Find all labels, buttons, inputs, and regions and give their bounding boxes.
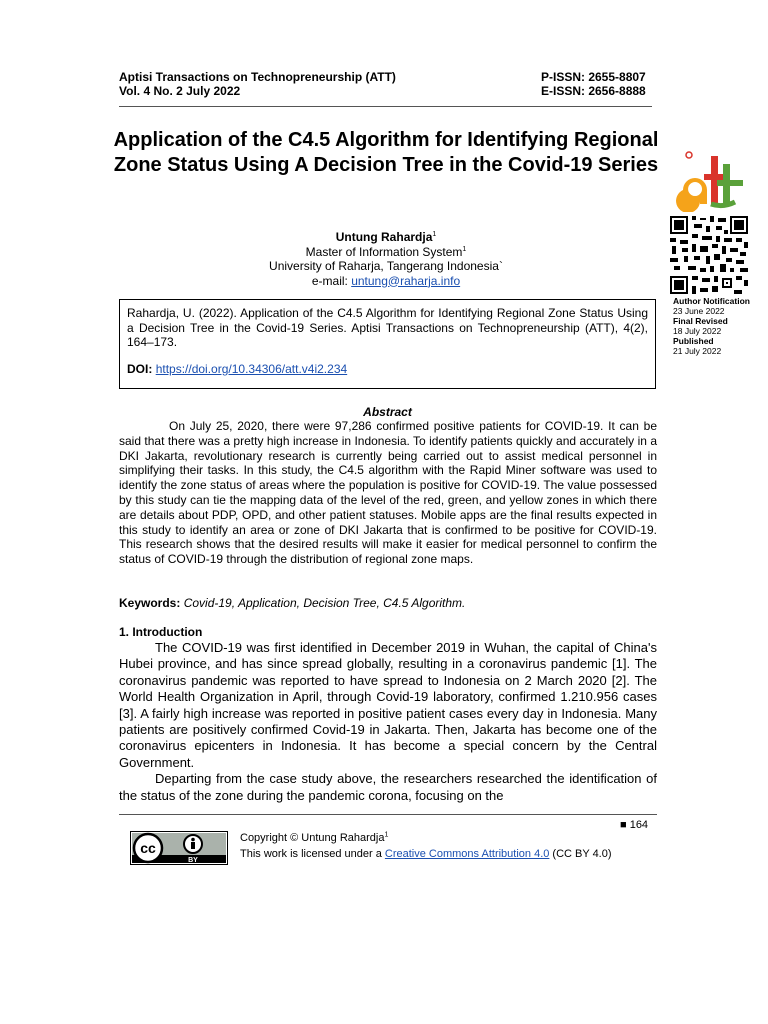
- license-prefix: This work is licensed under a: [240, 848, 385, 860]
- copyright-line: [240, 830, 612, 846]
- e-issn: E-ISSN: 2656-8888: [541, 84, 646, 98]
- published-label: Published: [673, 336, 714, 346]
- logo-mark: [676, 152, 743, 212]
- author-line: [200, 230, 572, 245]
- intro-paragraph-1: The COVID-19 was first identified in December 2019 in Wuhan, the capital of China's Hubei province, and has since spread globally, resulting in a coronavirus pandemic [1]. The coronavirus pandemic was reported to have spread to Indonesia on 2 March 2020 [2]. The World Health Organization in April, through Covid-19 laboratory, confirmed 1.210.956 cases [3]. A fairly high increase was reported in positive patient cases every day in Indonesia. Many patients are positively confirmed Covid-19 in Jakarta. Then, Jakarta has become one of the coronavirus epicenters in Indonesia. It has become a special concern by the Central Government.: [119, 640, 657, 770]
- journal-volume: Vol. 4 No. 2 July 2022: [119, 84, 241, 98]
- footer-divider: [119, 814, 657, 815]
- journal-name: Aptisi Transactions on Technopreneurship (ATT): [119, 70, 396, 84]
- introduction-heading: 1. Introduction: [119, 625, 203, 639]
- doi-row: [127, 362, 648, 377]
- abstract-heading: Abstract: [363, 405, 412, 419]
- by-text: BY: [188, 857, 198, 864]
- journal-header-left: [119, 70, 396, 98]
- license-suffix: (CC BY 4.0): [549, 848, 612, 860]
- email-label: e-mail:: [311, 273, 352, 288]
- cc-by-license-icon[interactable]: [130, 831, 228, 865]
- license-line: [240, 846, 612, 862]
- author-name: Untung Rahardja: [335, 230, 433, 244]
- author-sup: 1: [432, 231, 437, 238]
- page-number: ■ 164: [620, 819, 649, 831]
- license-link[interactable]: Creative Commons Attribution 4.0: [384, 848, 550, 860]
- doi-label: DOI:: [127, 361, 153, 376]
- qr-code[interactable]: [668, 214, 750, 296]
- keywords-label: Keywords:: [119, 596, 181, 610]
- copyright-sup: 1: [384, 831, 389, 839]
- author-block: [200, 230, 572, 288]
- abstract-body: On July 25, 2020, there were 97,286 confirmed positive patients for COVID-19. It can be said that there was a pretty high increase in Indonesia. To identify patients quickly and accurately in a DKI Jakarta, revolutionary research is currently being carried out to assist medical personnel in simplifying their tasks. In this study, the C4.5 algorithm with the Rapid Miner software was used to identify the zone status of areas where the population is positive for COVID-19. The value possessed by this study can tie the mapping data of the level of the red, green, and yellow zones in which there are details about PDP, OPD, and other patient statuses. Mobile apps are the final results expected in this study to identify an area or zone of DKI Jakarta that is confirmed to be positive for COVID-19. This research shows that the desired results will make it easier for medical personnel to confirm the status of COVID-19 through the distribution of regional zone maps.: [119, 419, 657, 567]
- journal-header-right: [541, 70, 646, 98]
- affiliation-program: [200, 245, 572, 260]
- affiliation-program-text: Master of Information System: [305, 244, 463, 259]
- citation-box: [119, 299, 656, 389]
- intro-paragraph-2: Departing from the case study above, the researchers researched the identification of the status of the zone during the pandemic corona, focusing on the: [119, 771, 657, 803]
- keywords-value: Covid-19, Application, Decision Tree, C4.5 Algorithm.: [183, 596, 466, 610]
- affiliation-university: University of Raharja, Tangerang Indonesia`: [269, 259, 503, 273]
- keywords: [119, 596, 657, 610]
- notification-date: 23 June 2022: [673, 306, 725, 316]
- introduction-body: [119, 640, 657, 804]
- revised-label: Final Revised: [673, 316, 728, 326]
- p-issn: P-ISSN: 2655-8807: [541, 70, 646, 84]
- published-date: 21 July 2022: [673, 346, 722, 356]
- att-logo: [673, 150, 749, 212]
- citation-text: Rahardja, U. (2022). Application of the C4.5 Algorithm for Identifying Regional Zone Status Using a Decision Tree in the Covid-19 Series. Aptisi Transactions on Technopreneurship (ATT), 4(2), 164–173.: [127, 306, 648, 349]
- copyright-text: Copyright © Untung Rahardja: [240, 832, 385, 844]
- affiliation-sup: 1: [462, 245, 467, 253]
- paper-title: Application of the C4.5 Algorithm for Identifying Regional Zone Status Using A Decision Tree in the Covid-19 Series: [113, 129, 659, 176]
- publication-dates: [673, 296, 750, 356]
- notification-label: Author Notification: [673, 296, 750, 306]
- email-line: [200, 274, 572, 289]
- doi-link[interactable]: https://doi.org/10.34306/att.v4i2.234: [155, 361, 348, 376]
- header-divider: [119, 106, 652, 107]
- cc-text: cc: [140, 840, 156, 856]
- revised-date: 18 July 2022: [673, 326, 722, 336]
- copyright-block: [240, 830, 612, 862]
- email-link[interactable]: untung@raharja.info: [351, 273, 461, 288]
